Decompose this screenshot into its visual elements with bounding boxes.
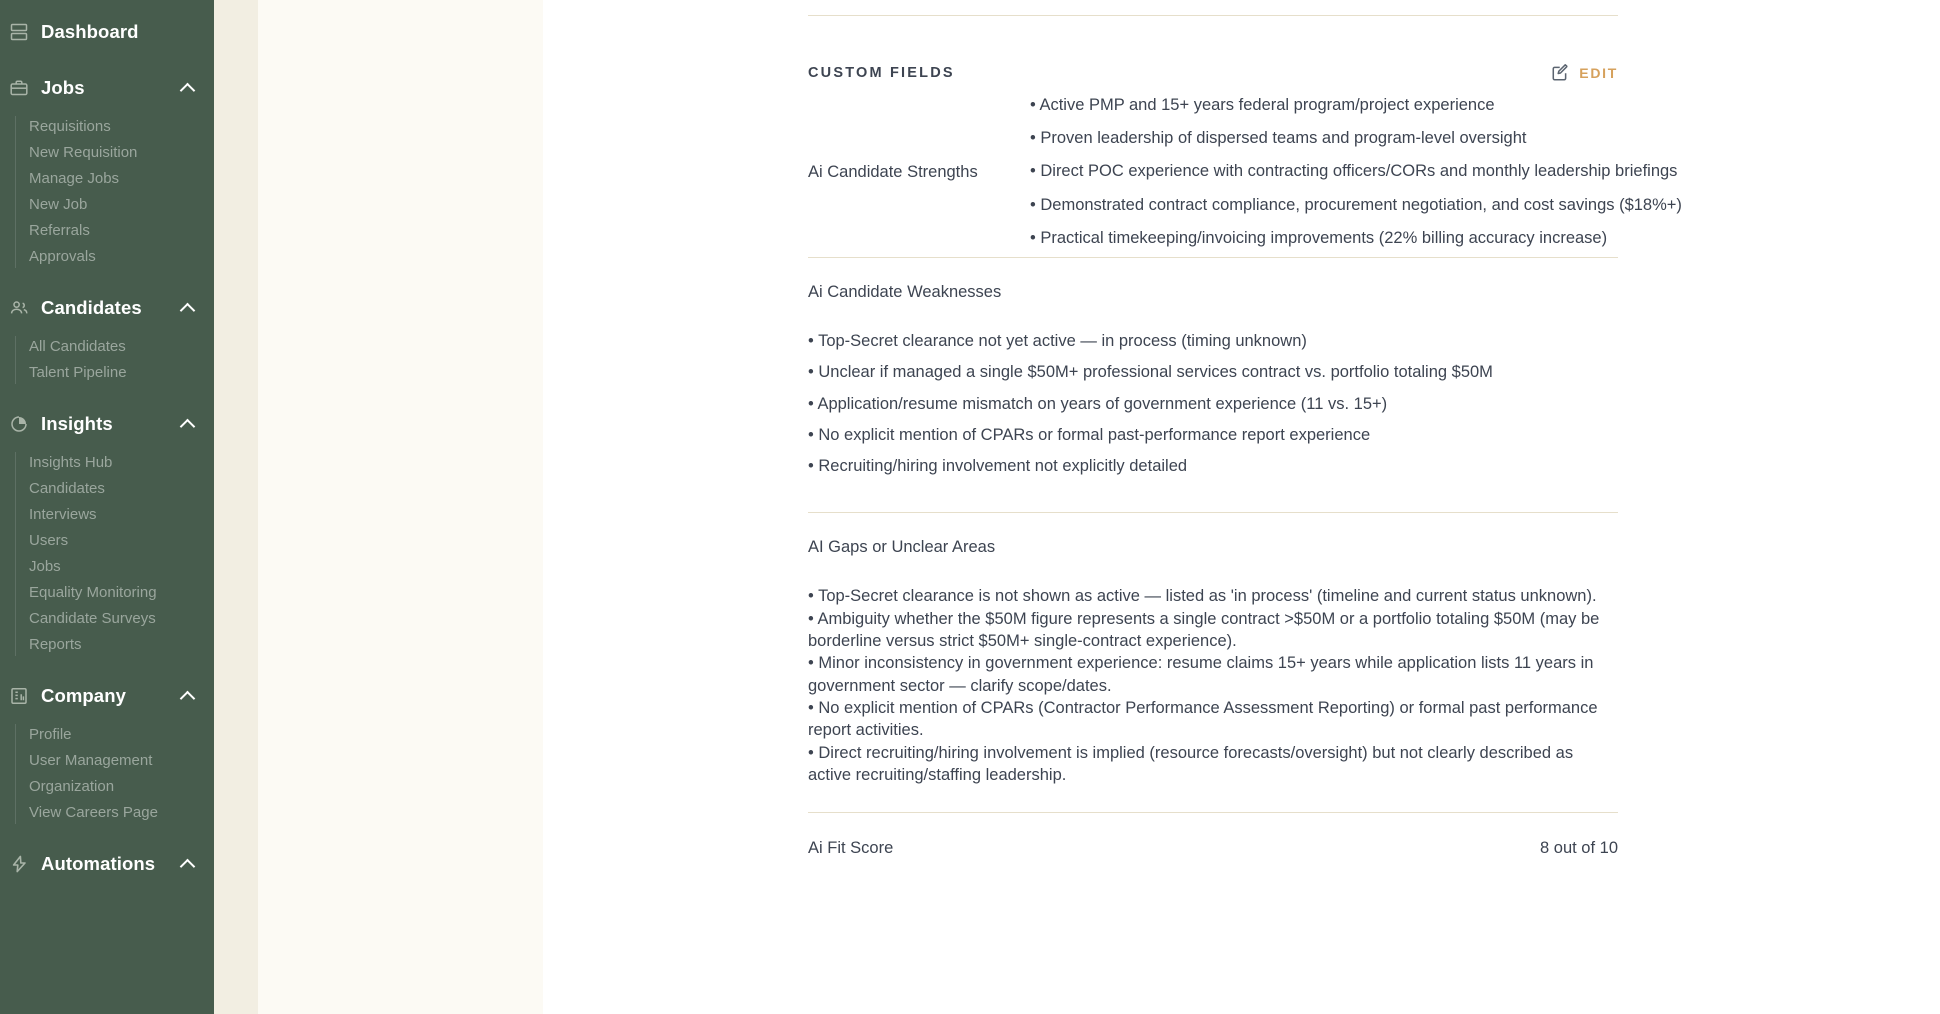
dashboard-icon	[8, 21, 30, 43]
bullet-item: • Application/resume mismatch on years of government experience (11 vs. 15+)	[808, 394, 1388, 413]
edit-pencil-icon	[1551, 63, 1570, 82]
sidebar-item-insights-jobs[interactable]: Jobs	[29, 558, 61, 575]
people-icon	[8, 297, 30, 319]
chevron-up-icon-company[interactable]	[180, 688, 196, 704]
field-value-ai-fit-score: 8 out of 10	[1540, 839, 1618, 858]
sidebar-label-dashboard: Dashboard	[41, 21, 139, 42]
sidebar-subnav-company	[0, 722, 214, 836]
sidebar-label-company: Company	[41, 685, 126, 706]
sidebar-item-user-management[interactable]: User Management	[29, 752, 153, 769]
sidebar-subnav-automations	[0, 890, 214, 900]
sidebar-group-jobs	[0, 60, 214, 280]
sidebar-item-insights-hub[interactable]: Insights Hub	[29, 454, 113, 471]
sidebar-group-dashboard	[0, 4, 214, 60]
briefcase-icon	[8, 77, 30, 99]
sidebar-group-candidates	[0, 280, 214, 396]
sidebar-item-jobs[interactable]	[0, 60, 214, 116]
sidebar-item-automations[interactable]	[0, 836, 214, 892]
custom-fields-header	[808, 63, 1618, 82]
field-block-ai-gaps-or-unclear-areas	[808, 513, 1618, 812]
building-icon	[8, 685, 30, 707]
cream-gutter	[258, 0, 543, 1014]
main-panel	[543, 0, 1940, 1014]
bullet-item: • Direct POC experience with contracting officers/CORs and monthly leadership briefings	[1030, 162, 1678, 181]
field-label-ai-gaps-or-unclear-areas: AI Gaps or Unclear Areas	[808, 538, 996, 557]
edit-button-label: EDIT	[1579, 64, 1618, 81]
bullet-item: • Proven leadership of dispersed teams and program-level oversight	[1030, 129, 1527, 148]
bullet-item: • No explicit mention of CPARs (Contractor Performance Assessment Reporting) or formal past performance report activities.	[808, 698, 1598, 740]
sidebar-group-company	[0, 668, 214, 836]
bullet-item: • Direct recruiting/hiring involvement is implied (resource forecasts/oversight) but not clearly described as active recruiting/staffing leadership.	[808, 743, 1574, 784]
field-label-ai-candidate-weaknesses: Ai Candidate Weaknesses	[808, 283, 1002, 301]
sidebar-group-automations	[0, 836, 214, 900]
bullet-item: • Recruiting/hiring involvement not explicitly detailed	[808, 457, 1188, 476]
field-block-ai-candidate-weaknesses	[808, 258, 1618, 512]
bullet-item: • Unclear if managed a single $50M+ professional services contract vs. portfolio totaling $50M	[808, 363, 1493, 382]
field-value-ai-candidate-strengths	[1030, 94, 1682, 249]
sidebar-subnav-insights	[0, 450, 214, 668]
sidebar-item-equality-monitoring[interactable]: Equality Monitoring	[29, 584, 157, 601]
sidebar-item-approvals[interactable]: Approvals	[29, 248, 96, 265]
sidebar-label-automations: Automations	[41, 853, 156, 874]
sidebar-item-insights-candidates[interactable]: Candidates	[29, 480, 105, 497]
sidebar-item-referrals[interactable]: Referrals	[29, 222, 90, 239]
chevron-up-icon-automations[interactable]	[180, 856, 196, 872]
sidebar-label-candidates: Candidates	[41, 297, 142, 318]
content-column	[808, 0, 1682, 884]
sidebar-subnav-jobs	[0, 114, 214, 280]
bullet-item: • Top-Secret clearance not yet active — in process (timing unknown)	[808, 332, 1307, 350]
bullet-item: • Active PMP and 15+ years federal program/project experience	[1030, 95, 1495, 114]
sidebar-item-organization[interactable]: Organization	[29, 778, 115, 795]
sidebar-item-company[interactable]	[0, 668, 214, 724]
chevron-up-icon-jobs[interactable]	[180, 80, 196, 96]
sidebar-label-insights: Insights	[41, 413, 113, 434]
bullet-item: • Demonstrated contract compliance, procurement negotiation, and cost savings ($18%+)	[1030, 195, 1682, 214]
sidebar-item-dashboard[interactable]	[0, 4, 214, 60]
edit-button[interactable]	[1551, 63, 1618, 82]
sidebar-label-jobs: Jobs	[41, 77, 85, 98]
sidebar-item-reports[interactable]: Reports	[29, 636, 82, 653]
field-row-ai-candidate-strengths	[808, 82, 1682, 257]
bullet-item: • Top-Secret clearance is not shown as active — listed as 'in process' (timeline and current status unknown).	[808, 587, 1597, 606]
sidebar-item-insights[interactable]	[0, 396, 214, 452]
page-title: CUSTOM FIELDS	[808, 64, 955, 81]
field-label-ai-fit-score: Ai Fit Score	[808, 839, 894, 858]
sidebar-item-talent-pipeline[interactable]: Talent Pipeline	[29, 364, 127, 381]
lightning-icon	[8, 853, 30, 875]
sidebar-item-requisitions[interactable]: Requisitions	[29, 118, 111, 135]
sidebar-item-users[interactable]: Users	[29, 532, 69, 549]
sidebar-item-new-requisition[interactable]: New Requisition	[29, 144, 138, 161]
sidebar-item-manage-jobs[interactable]: Manage Jobs	[29, 170, 120, 187]
sidebar-item-candidate-surveys[interactable]: Candidate Surveys	[29, 610, 156, 627]
sidebar-item-all-candidates[interactable]: All Candidates	[29, 338, 126, 355]
sidebar-item-new-job[interactable]: New Job	[29, 196, 88, 213]
sidebar-item-interviews[interactable]: Interviews	[29, 506, 97, 523]
sidebar-item-view-careers-page[interactable]: View Careers Page	[29, 804, 158, 821]
field-value-ai-gaps-or-unclear-areas	[808, 585, 1618, 786]
sidebar-item-profile[interactable]: Profile	[29, 726, 72, 743]
bullet-item: • Ambiguity whether the $50M figure represents a single contract >$50M or a portfolio totaling $50M (may be borderline versus strict $50M+ single-contract experience).	[808, 609, 1600, 651]
field-label-ai-candidate-strengths: Ai Candidate Strengths	[808, 162, 978, 181]
chevron-up-icon-candidates[interactable]	[180, 300, 196, 316]
pie-chart-icon	[8, 413, 30, 435]
chevron-up-icon-insights[interactable]	[180, 416, 196, 432]
beige-gutter	[214, 0, 258, 1014]
field-row-ai-fit-score	[808, 813, 1618, 884]
bullet-item: • Practical timekeeping/invoicing improvements (22% billing accuracy increase)	[1030, 228, 1608, 247]
sidebar-group-insights	[0, 396, 214, 668]
field-value-ai-candidate-weaknesses	[808, 330, 1618, 477]
sidebar	[0, 0, 214, 1014]
bullet-item: • No explicit mention of CPARs or formal past-performance report experience	[808, 425, 1371, 444]
bullet-item: • Minor inconsistency in government experience: resume claims 15+ years while application lists 11 years in government sector — clarify scope/dates.	[808, 654, 1594, 695]
sidebar-item-candidates[interactable]	[0, 280, 214, 336]
divider-top	[808, 15, 1618, 16]
sidebar-subnav-candidates	[0, 334, 214, 396]
